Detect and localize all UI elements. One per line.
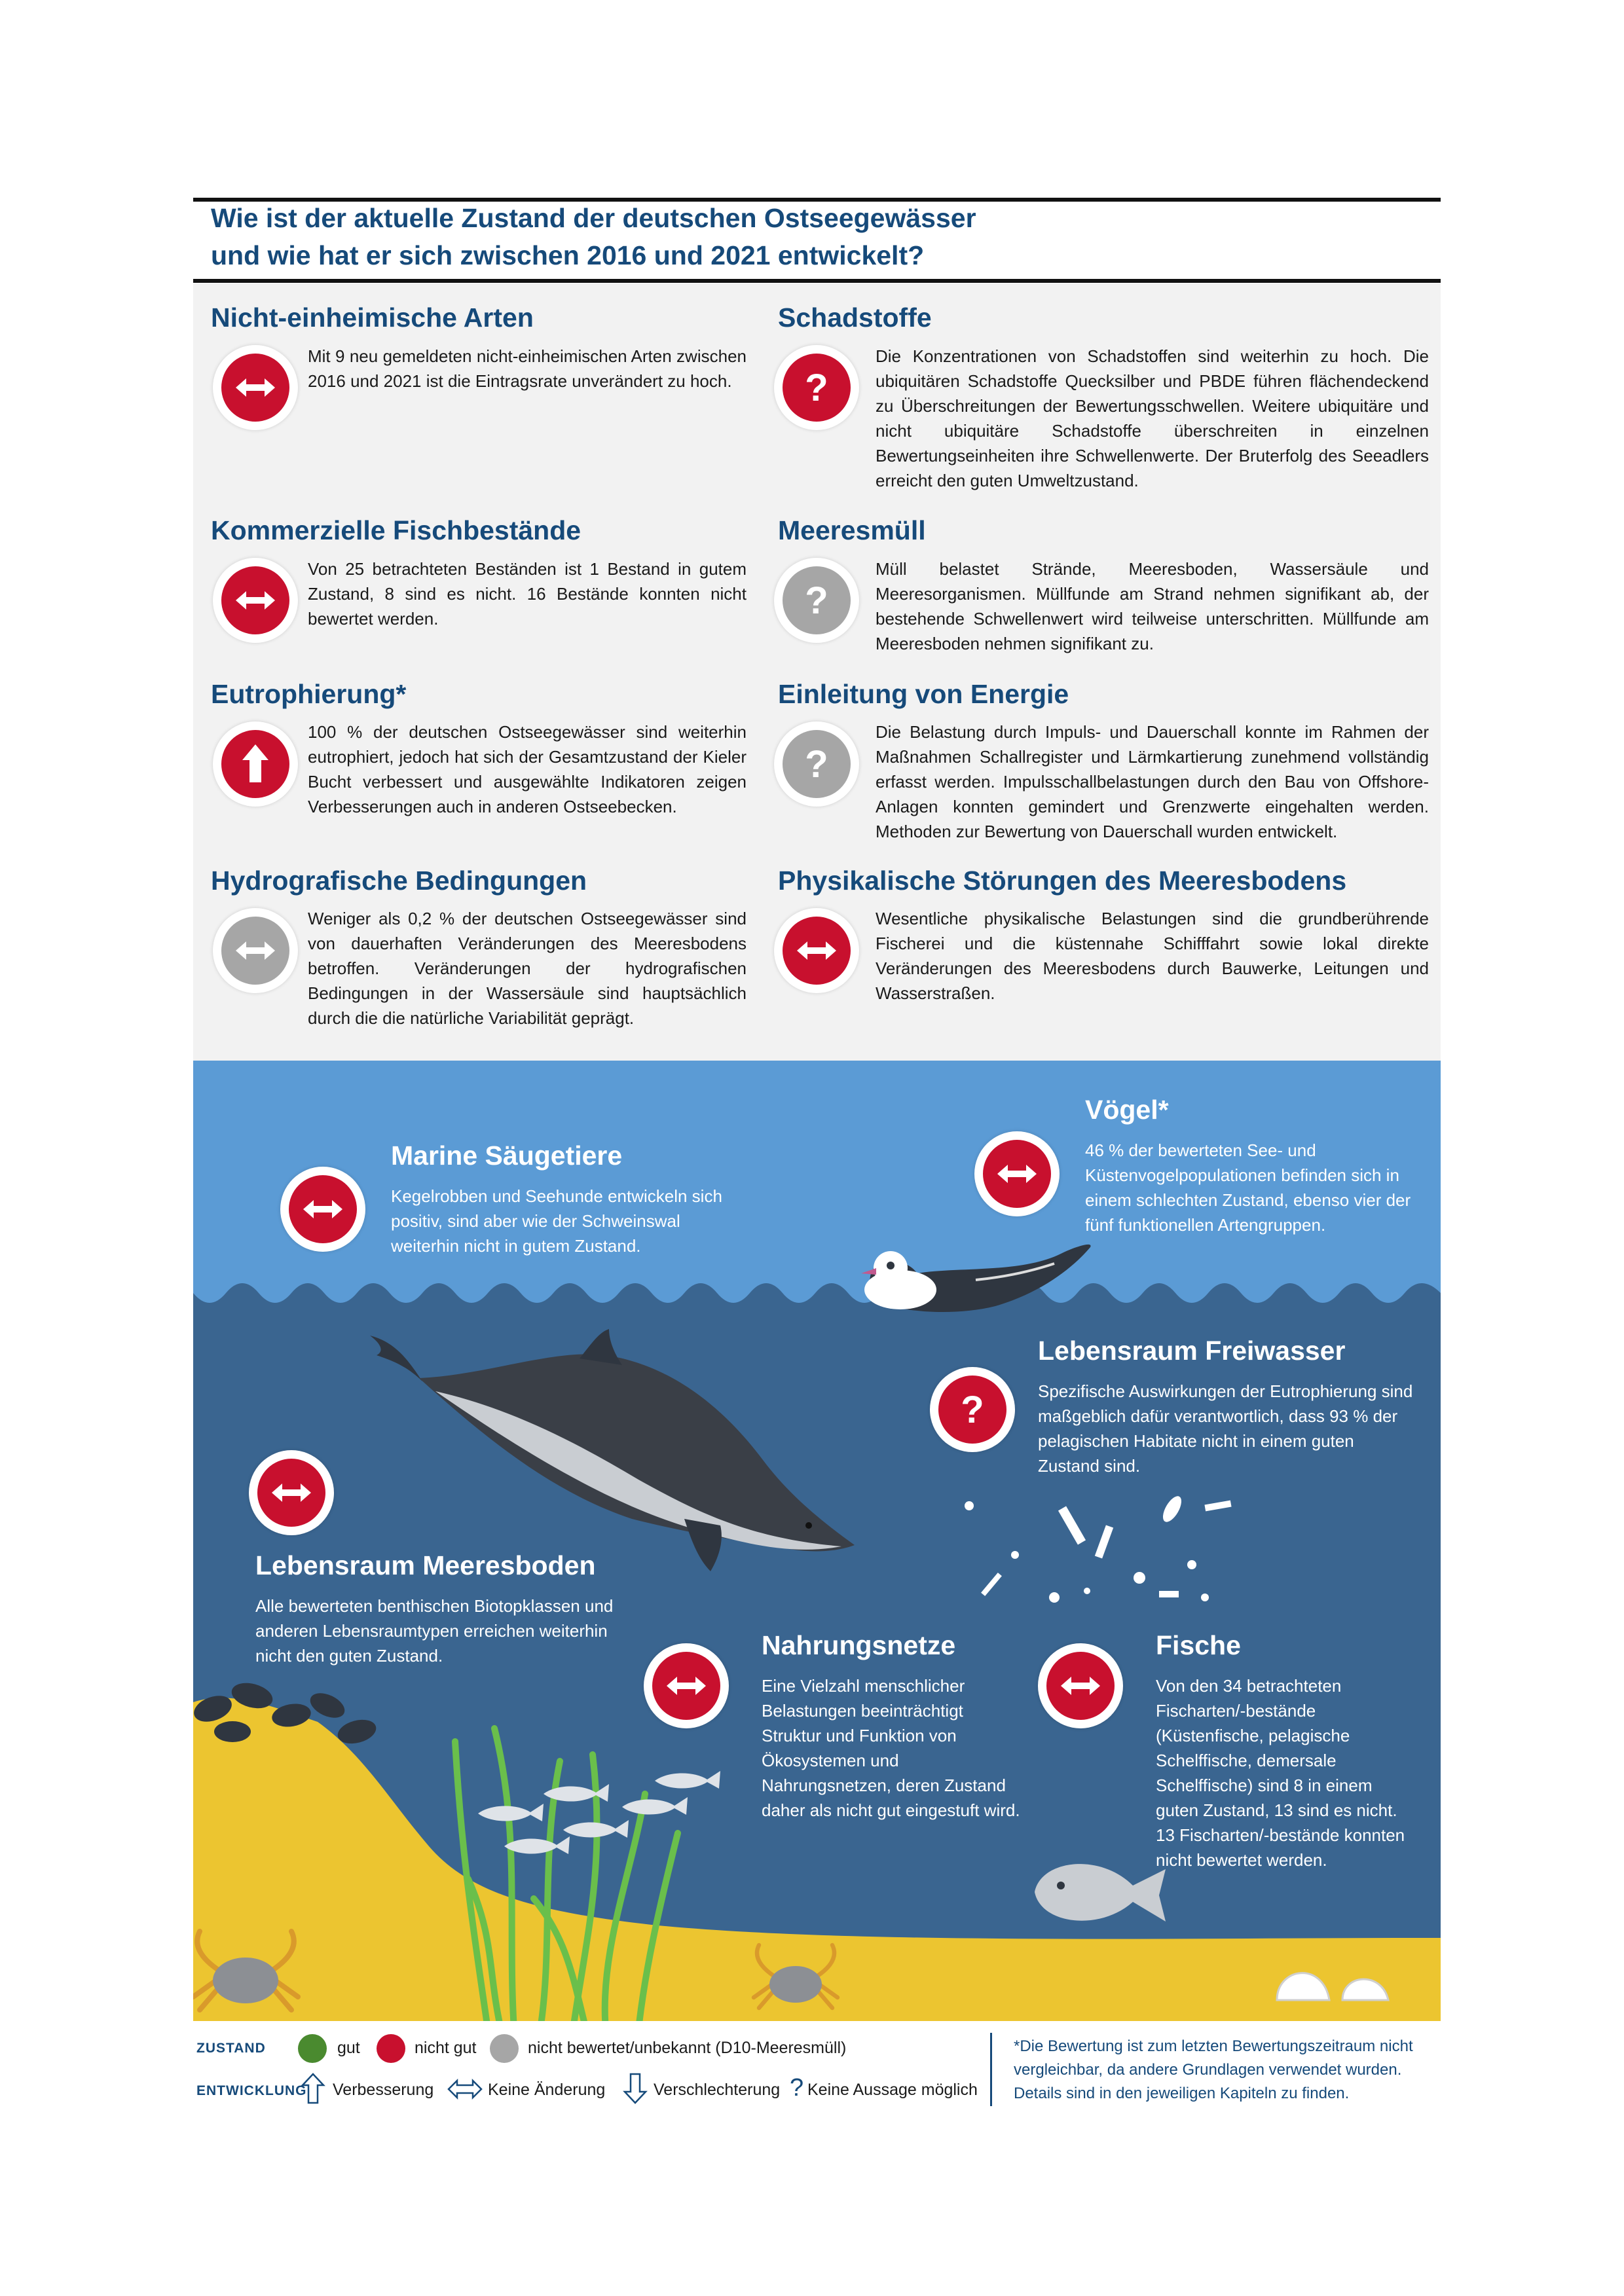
arrow-up-icon [221,730,289,798]
svg-text:?: ? [961,1389,984,1431]
eco-title-freiwasser: Lebensraum Freiwasser [1038,1336,1346,1366]
fish-school-illustration [465,1768,727,1866]
ecosystem-illustration [193,1061,1441,2021]
legend-gut: gut [337,2039,360,2057]
eco-title-meeresboden: Lebensraum Meeresboden [255,1550,596,1580]
section-title-hydrografie: Hydrografische Bedingungen [211,866,587,896]
eco-text-freiwasser: Spezifische Auswirkungen der Eutrophierung sind maßgeblich dafür verantwortlich, dass 93 % der pelagischen Habitate nicht in einem guten Zustand sind. [1038,1381,1413,1476]
legend-nicht-gut: nicht gut [415,2039,477,2057]
section-text-hydrografie: Weniger als 0,2 % der deutschen Ostseegewässer sind von dauerhaften Veränderungen des Meeresbodens betroffen. Veränderungen der hydrografischen Bedingungen in der Wassersäule sind hauptsächlich durch die die natürliche Variabilität geprägt. [308,909,747,1028]
question-mark-icon: ? [790,2074,804,2102]
legend-unbekannt: nicht bewertet/unbekannt (D10-Meeresmüll) [528,2039,847,2057]
section-text-fischbestaende: Von 25 betrachteten Beständen ist 1 Bestand in gutem Zustand, 8 sind es nicht. 16 Bestände konnten nicht bewertet werden. [308,559,747,629]
section-text-nicht-einheimische-arten: Mit 9 neu gemeldeten nicht-einheimischen Arten zwischen 2016 und 2021 ist die Eintragsrate unverändert zu hoch. [308,346,747,391]
section-title-physikalische-stoerungen: Physikalische Störungen des Meeresbodens [778,866,1347,896]
page-title-line1: Wie ist der aktuelle Zustand der deutschen Ostseegewässer [211,203,976,233]
section-text-schadstoffe: Die Konzentrationen von Schadstoffen sind weiterhin zu hoch. Die ubiquitären Schadstoffe Quecksilber und PBDE führen flächendeckend zu Überschreitungen der Bewertungsschwellen. Weitere ubiquitäre und nicht ubiquitäre Schadstoffe überschreiten in einzelnen Bewertungseinheiten ihre Schwellenwerte. Der Bruterfolg des Seeadlers erreicht den guten Umweltzustand. [876,346,1429,490]
status-badge-fischbestaende [213,558,298,643]
eco-badge-meeresboden [249,1450,334,1535]
status-badge-schadstoffe [774,345,859,430]
eco-title-saeugetiere: Marine Säugetiere [391,1140,623,1171]
arrow-up-outline-icon [300,2072,326,2105]
legend-keine-aenderung: Keine Änderung [488,2081,606,2099]
svg-text:?: ? [805,579,828,622]
footnote: *Die Bewertung ist zum letzten Bewertungszeitraum nicht vergleichbar, da andere Grundlagen verwendet wurden. Details sind in den jeweiligen Kapiteln zu finden. [1014,2037,1413,2102]
eco-text-meeresboden: Alle bewerteten benthischen Biotopklassen und anderen Lebensraumtypen erreichen weiterhin nicht den guten Zustand. [255,1596,614,1666]
question-icon [783,730,851,798]
mussels-illustration [193,1669,396,1768]
title-rule [193,279,1441,283]
double-arrow-icon [783,917,851,985]
double-arrow-icon [221,917,289,985]
section-text-eutrophierung: 100 % der deutschen Ostseegewässer sind weiterhin eutrophiert, jedoch hat sich der Gesamtzustand der Kieler Bucht verbessert und ausgewählte Indikatoren zeigen Verbesserungen auch in anderen Ostseebecken. [308,722,747,816]
status-badge-meeresmuell [774,558,859,643]
double-arrow-icon [1046,1652,1115,1720]
legend-divider [990,2033,992,2106]
legend-verbesserung: Verbesserung [333,2081,434,2099]
eco-title-voegel: Vögel* [1085,1095,1169,1125]
question-icon [938,1376,1006,1444]
shells-illustration [1270,1954,1401,2007]
legend-dot-nicht-gut [377,2034,405,2063]
section-title-schadstoffe: Schadstoffe [778,302,932,333]
eco-text-fische: Von den 34 betrachteten Fischarten/-bestände (Küstenfische, pelagische Schelffische, demersale Schelffische) sind 8 in einem guten Zustand, 13 sind es nicht. 13 Fischarten/-bestände konnten nicht bewertet werden. [1156,1676,1405,1870]
legend-dot-gut [298,2034,327,2063]
legend-entwicklung-label: ENTWICKLUNG [196,2083,307,2098]
section-text-meeresmuell: Müll belastet Strände, Meeresboden, Wassersäule und Meeresorganismen. Müllfunde am Strand nehmen signifikant ab, der bestehende Schwellenwert wird teilweise unterschritten. Müllfunde am Meeresboden nehmen signifikant zu. [876,559,1429,653]
eco-text-voegel: 46 % der bewerteten See- und Küstenvogelpopulationen befinden sich in einem schlechten Zustand, ebenso vier der fünf funktionellen Artengruppen. [1085,1140,1411,1235]
double-arrow-outline-icon [447,2078,483,2100]
svg-text:?: ? [805,367,828,409]
svg-text:?: ? [805,743,828,786]
legend-dot-unbekannt [490,2034,519,2063]
crab-illustration [193,1918,311,2016]
status-badge-hydrografie [213,908,298,993]
eco-text-nahrungsnetze: Eine Vielzahl menschlicher Belastungen beeinträchtigt Struktur und Funktion von Ökosystemen und Nahrungsnetzen, deren Zustand daher als nicht gut eingestuft wird. [762,1676,1020,1820]
porpoise-illustration [357,1329,881,1578]
legend-zustand-label: ZUSTAND [196,2041,266,2056]
section-title-eutrophierung: Eutrophierung* [211,679,407,709]
double-arrow-icon [652,1652,720,1720]
eco-title-nahrungsnetze: Nahrungsnetze [762,1630,956,1660]
status-badge-physikalische-stoerungen [774,908,859,993]
double-arrow-icon [221,566,289,634]
status-badge-energie [774,721,859,807]
double-arrow-icon [221,354,289,422]
eco-badge-freiwasser [930,1367,1015,1452]
section-title-fischbestaende: Kommerzielle Fischbestände [211,515,581,545]
section-text-physikalische-stoerungen: Wesentliche physikalische Belastungen sind die grundberührende Fischerei und die küstennahe Schifffahrt sowie lokal direkte Veränderungen des Meeresbodens durch Bauwerke, Leitungen und Wasserstraßen. [876,909,1429,1003]
question-icon [783,354,851,422]
eco-title-fische: Fische [1156,1630,1241,1660]
eco-badge-fische [1038,1643,1123,1728]
page-title-line2: und wie hat er sich zwischen 2016 und 2021 entwickelt? [211,240,925,270]
double-arrow-icon [983,1140,1051,1208]
eco-badge-saeugetiere [280,1167,365,1252]
duck-illustration [825,1228,1100,1326]
double-arrow-icon [257,1459,325,1527]
double-arrow-icon [289,1175,357,1243]
crab-illustration [743,1935,848,2013]
status-badge-nicht-einheimische-arten [213,345,298,430]
litter-illustration [963,1493,1238,1611]
section-text-energie: Die Belastung durch Impuls- und Dauerschall konnte im Rahmen der Maßnahmen Schallregister und Lärmkartierung zunehmend vollständig erfasst werden. Impulsschallbelastungen durch den Bau von Offshore-Anlagen konnten gemindert und Grenzwerte eingehalten werden. Methoden zur Bewertung von Dauerschall wurden entwickelt. [876,722,1429,841]
eco-badge-nahrungsnetze [644,1643,729,1728]
section-title-meeresmuell: Meeresmüll [778,515,926,545]
legend-keine-aussage: Keine Aussage möglich [807,2081,978,2099]
section-title-energie: Einleitung von Energie [778,679,1069,709]
arrow-down-outline-icon [622,2072,648,2105]
legend-verschlechterung: Verschlechterung [654,2081,781,2099]
page-title [211,200,1193,274]
eco-badge-voegel [974,1131,1060,1216]
eco-text-saeugetiere: Kegelrobben und Seehunde entwickeln sich positiv, sind aber wie der Schweinswal weiterhin nicht in gutem Zustand. [391,1186,722,1256]
section-title-nicht-einheimische-arten: Nicht-einheimische Arten [211,302,534,333]
status-badge-eutrophierung [213,721,298,807]
question-icon [783,566,851,634]
fish-illustration [1022,1846,1172,1938]
